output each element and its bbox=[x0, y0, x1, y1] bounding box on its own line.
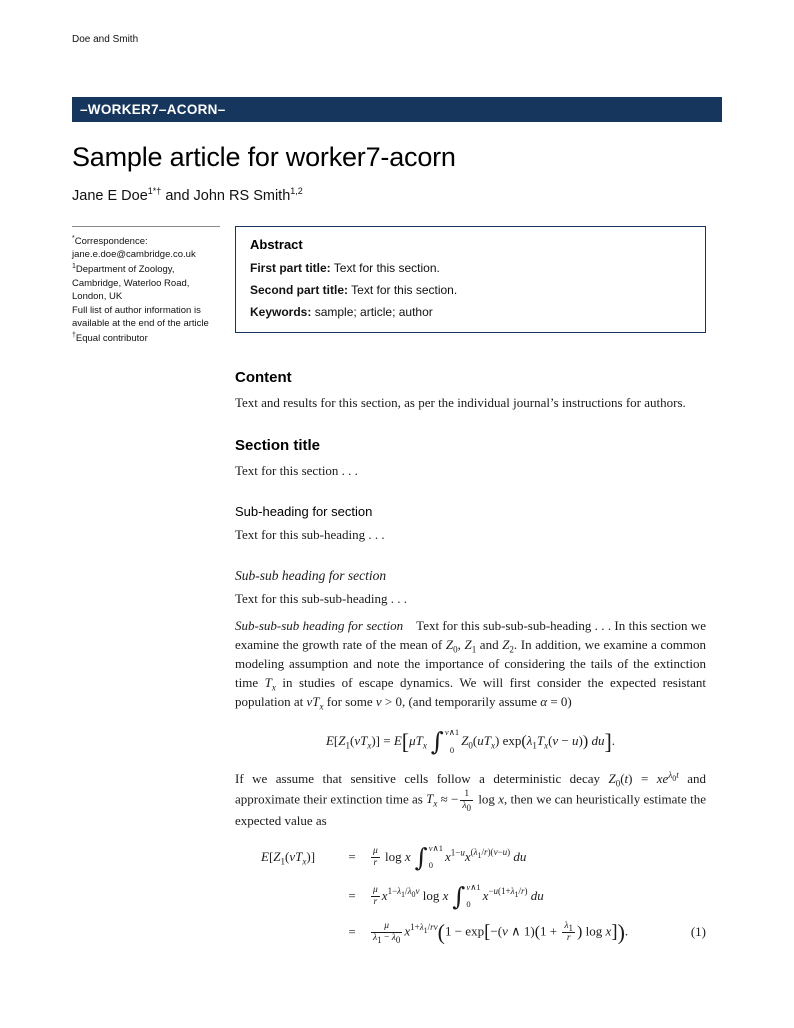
abstract-item-second-part bbox=[250, 283, 691, 297]
correspondence-label: *Correspondence: bbox=[72, 234, 148, 247]
paragraph-section: Text for this section . . . bbox=[235, 462, 358, 478]
equation-row-3 bbox=[235, 921, 706, 944]
subsection-heading: Sub-heading for section bbox=[235, 503, 373, 519]
equation-rhs: $\frac{\mu}{r}$ $x^{1-\lambda_1/\lambda_0v}$ log x ∫ v∧1 0 $x^{-u(1+\lambda_1/r)}$ du bbox=[373, 881, 544, 911]
paragraph-subsection: Text for this sub-heading . . . bbox=[235, 526, 385, 542]
section-heading-content: Content bbox=[235, 368, 292, 386]
subsubsection-heading: Sub-sub heading for section bbox=[235, 568, 387, 584]
article-body bbox=[235, 367, 706, 944]
equals-sign: = bbox=[348, 888, 356, 904]
abstract-item-label: Second part title: bbox=[250, 282, 349, 297]
equation-rhs: $\frac{\mu}{r}$ log x ∫ v∧1 0 $x^{1-u}x^{(\lambda_1/r)(v-u)}$ du bbox=[373, 842, 527, 872]
equal-contributor-note: †Equal contributor bbox=[72, 331, 148, 344]
equation-row-2 bbox=[235, 882, 706, 912]
abstract-item-text: sample; article; author bbox=[314, 304, 433, 319]
author-info-note: Full list of author information is available at the end of the article bbox=[72, 304, 209, 330]
abstract-item-first-part bbox=[250, 261, 691, 275]
abstract-item-text: Text for this section. bbox=[333, 260, 440, 275]
section-heading-title: Section title bbox=[235, 436, 321, 454]
equals-sign: = bbox=[348, 849, 356, 865]
correspondence-sidebar bbox=[72, 226, 220, 953]
banner-text: –WORKER7–ACORN– bbox=[80, 102, 226, 117]
paragraph-after-equation: If we assume that sensitive cells follow a deterministic decay $Z_0(t) = xe^{\lambda_0t}$ and approximate their extinction time as $T_x$ ≈ − $\frac{1}{\lambda_0}$ log x, then we can heuristically estimate the expected value as bbox=[235, 769, 706, 828]
main-column bbox=[235, 226, 722, 953]
equals-sign: = bbox=[348, 923, 356, 939]
abstract-item-text: Text for this section. bbox=[351, 282, 458, 297]
article-title: Sample article for worker7-acorn bbox=[72, 142, 456, 172]
equation-row-1 bbox=[235, 843, 706, 873]
equation-lhs: $E[Z_1(vT_x)]$ bbox=[261, 849, 316, 867]
equation-rhs: $\frac{\mu}{\lambda_1 - \lambda_0}$ $x^{1+\lambda_1/rv}(1 - \exp[-(v$ ∧ 1)(1 + $\frac{\lambda_1}{r}$ ) log x]). bbox=[373, 919, 629, 945]
paragraph-content: Text and results for this section, as per the individual journal’s instructions for authors. bbox=[235, 394, 686, 410]
aligned-equation-block bbox=[235, 843, 706, 944]
abstract-item-keywords bbox=[250, 305, 691, 319]
affiliation-note: $^1$Department of Zoology, Cambridge, Waterloo Road, London, UK bbox=[72, 262, 190, 303]
running-header: Doe and Smith bbox=[72, 34, 139, 45]
abstract-item-label: Keywords: bbox=[250, 304, 312, 319]
journal-banner bbox=[72, 97, 722, 122]
abstract-heading: Abstract bbox=[250, 236, 303, 252]
paragraph-runin-heading: Sub-sub-sub heading for section Text for this sub-sub-sub-heading . . . In this section we examine the growth rate of the mean of $Z_0$, $Z_1$ and $Z_2$. In addition, we examine a common modeling assumption and note the importance of considering the tails of the extinction time $T_x$ in studies of escape dynamics. We will first consider the expected resistant population at $vT_x$ for some v > 0, (and temporarily assume α = 0) bbox=[235, 618, 707, 712]
paragraph-subsubsection: Text for this sub-sub-heading . . . bbox=[235, 591, 408, 607]
authors-line: Jane E Doe$^{1*\dagger}$ and John RS Smith$^{1,2}$ bbox=[72, 186, 303, 204]
email-link[interactable]: jane.e.doe@cambridge.co.uk bbox=[72, 249, 196, 261]
display-equation: $E[Z_1(vT_x)] = E[\mu T_x$ ∫ v∧1 0 $Z_0(uT_x) \exp(\lambda_1T_x(v - u))$ du]. bbox=[325, 726, 616, 756]
abstract-item-label: First part title: bbox=[250, 260, 331, 275]
abstract-box bbox=[235, 226, 706, 333]
two-column-area bbox=[72, 226, 722, 953]
equation-number: (1) bbox=[690, 923, 706, 939]
